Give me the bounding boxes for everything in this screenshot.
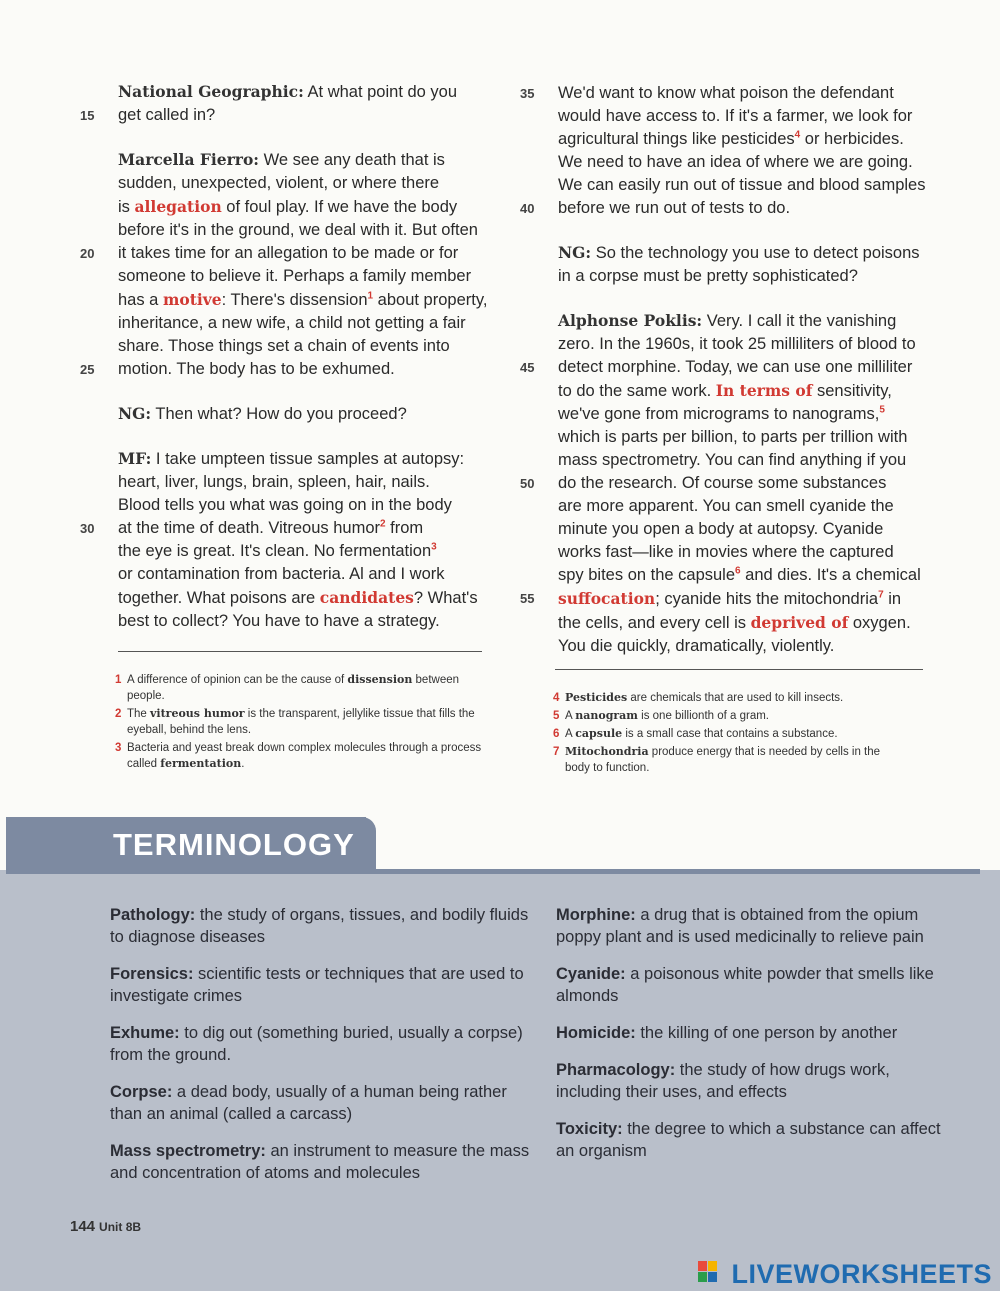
footnote-text: The [127,708,151,720]
terminology-entry [556,963,956,1007]
footnote [115,672,495,704]
line-text: zero. In the 1960s, it took 25 milliliters of blood to [558,335,916,353]
text-line [118,563,510,586]
text-line [558,379,950,403]
line-text: inheritance, a new wife, a child not getting a fair [118,314,466,332]
vocabulary-term: allegation [134,197,222,216]
paragraph [118,402,510,426]
terminology-title: TERMINOLOGY [113,827,355,862]
footnote [553,690,883,706]
line-text: : There's dissension [221,291,368,309]
paragraph [80,80,510,127]
vocabulary-term: motive [162,290,222,309]
speaker-name: NG: [118,404,152,423]
line-number: 30 [80,521,95,536]
unit-label: Unit 8B [99,1220,142,1234]
line-text: would have access to. If it's a farmer, we look for [558,107,913,125]
footnote-term: fermentation [160,757,242,770]
text-line [558,128,950,151]
footnote-number: 1 [115,674,122,686]
footnote-marker: 4 [794,129,801,141]
text-line [118,288,510,312]
text-line [558,151,950,174]
terminology-left-list [110,904,530,1199]
footnote-marker: 5 [879,404,885,416]
line-text: the eye is great. It's clean. No fermentation [118,542,432,560]
text-line [118,586,510,610]
terminology-term: Homicide: [556,1024,636,1042]
terminology-term: Forensics: [110,965,194,983]
speaker-name: Alphonse Poklis: [558,311,703,330]
terminology-definition: a drug that is obtained from the opium poppy plant and is used medicinally to relieve pain [556,906,924,946]
text-line [118,610,510,633]
paragraph [520,309,950,658]
line-text: the cells, and every cell is [558,614,751,632]
text-line [558,635,950,658]
line-text: minute you open a body at autopsy. Cyanide [558,520,884,538]
terminology-entry [110,1081,530,1125]
footnote-text: is the transparent, jellylike tissue that fills the eyeball, behind the lens. [127,708,475,736]
line-text: or contamination from bacteria. Al and I work [118,565,445,583]
vocabulary-term: deprived of [750,613,849,632]
line-text: ; cyanide hits the mitochondria [655,590,879,608]
line-text: At what point do you [303,83,458,101]
text-line [520,197,950,220]
line-number: 15 [80,108,95,123]
line-text: together. What poisons are [118,589,320,607]
footnote-text: A [565,728,576,740]
footnote-term: Pesticides [565,691,628,704]
line-text: I take umpteen tissue samples at autopsy: [151,450,465,468]
line-number: 45 [520,360,535,375]
line-text: has a [118,291,163,309]
paragraph [558,241,950,288]
footnote-term: capsule [575,727,623,740]
line-text: sudden, unexpected, violent, or where there [118,174,440,192]
line-text: in [883,590,902,608]
terminology-definition: a dead body, usually of a human being rather than an animal (called a carcass) [110,1083,507,1123]
text-line [558,105,950,128]
line-text: someone to believe it. Perhaps a family member [118,267,472,285]
terminology-entry [110,963,530,1007]
terminology-definition: to dig out (something buried, usually a corpse) from the ground. [110,1024,523,1064]
footnote-marker: 7 [878,589,884,601]
line-text: it takes time for an allegation to be made or for [118,244,459,262]
footnote-text: A [565,710,576,722]
line-text: spy bites on the capsule [558,566,736,584]
speaker-name: NG: [558,243,592,262]
text-line [558,309,950,333]
footnote-number: 5 [553,710,560,722]
text-line [558,265,950,288]
footnotes-left [115,672,495,774]
line-text: Then what? How do you proceed? [151,405,407,423]
line-text: is [118,198,135,216]
line-text: share. Those things set a chain of events into [118,337,450,355]
text-line [118,447,510,471]
terminology-definition: the study of organs, tissues, and bodily fluids to diagnose diseases [110,906,529,946]
terminology-right-list [556,904,956,1177]
footnote-marker: 6 [735,565,741,577]
page-number: 144 [70,1218,96,1235]
line-text: agricultural things like pesticides [558,130,795,148]
text-line [118,80,510,104]
line-text: mass spectrometry. You can find anything if you [558,451,907,469]
terminology-term: Mass spectrometry: [110,1142,266,1160]
footnotes-right [553,690,883,778]
text-line [558,611,950,635]
footnote-text: are chemicals that are used to kill insects. [627,692,844,704]
vocabulary-term: suffocation [558,589,656,608]
paragraph [80,447,510,633]
footnote [115,706,495,738]
text-line [558,174,950,197]
line-text: sensitivity, [812,382,892,400]
text-line [558,449,950,472]
terminology-entry [556,1059,956,1103]
line-text: oxygen. [848,614,911,632]
line-text: of foul play. If we have the body [221,198,458,216]
footnote-number: 4 [553,692,560,704]
text-line [118,471,510,494]
terminology-term: Toxicity: [556,1120,623,1138]
terminology-definition: scientific tests or techniques that are used to investigate crimes [110,965,524,1005]
text-line [520,472,950,495]
speaker-name: MF: [118,449,152,468]
line-text: works fast—like in movies where the captured [558,543,894,561]
text-line [118,195,510,219]
terminology-header-tab-cap [362,817,376,869]
line-text: we've gone from micrograms to nanograms, [558,405,880,423]
text-line [80,358,510,381]
text-line [118,148,510,172]
text-line [558,541,950,564]
line-text: and dies. It's a chemical [740,566,921,584]
text-line [520,587,950,611]
footnote-text: A difference of opinion can be the cause of [127,674,348,686]
vocabulary-term: candidates [319,588,414,607]
line-text: from [385,519,424,537]
line-text: heart, liver, lungs, brain, spleen, hair, nails. [118,473,430,491]
text-line [118,540,510,563]
line-text: which is parts per billion, to parts per trillion with [558,428,908,446]
terminology-term: Cyanide: [556,965,626,983]
page-footer [70,1218,141,1235]
terminology-definition: the killing of one person by another [635,1024,898,1042]
footnote-number: 7 [553,746,560,758]
footnote [553,708,883,724]
line-text: You die quickly, dramatically, violently. [558,637,835,655]
footnote-marker: 3 [431,541,437,553]
line-number: 20 [80,246,95,261]
vocabulary-term: In terms of [715,381,813,400]
terminology-entry [110,1022,530,1066]
line-text: Very. I call it the vanishing [702,312,897,330]
footnote-text: is a small case that contains a substance. [622,728,838,740]
text-line [118,402,510,426]
text-line [520,82,950,105]
terminology-term: Pathology: [110,906,196,924]
speaker-name: National Geographic: [118,82,304,101]
line-text: about property, [373,291,488,309]
text-line [558,333,950,356]
footnote-text: between people. [127,674,460,702]
text-line [520,356,950,379]
liveworksheets-logo-icon [698,1261,718,1283]
line-text: motion. The body has to be exhumed. [118,360,395,378]
line-text: We can easily run out of tissue and blood samples [558,176,926,194]
terminology-definition: an instrument to measure the mass and concentration of atoms and molecules [110,1142,530,1182]
speaker-name: Marcella Fierro: [118,150,260,169]
line-text: in a corpse must be pretty sophisticated? [558,267,858,285]
line-text: We need to have an idea of where we are going. [558,153,913,171]
line-text: Blood tells you what was going on in the body [118,496,452,514]
terminology-definition: a poisonous white powder that smells like almonds [556,965,934,1005]
line-text: detect morphine. Today, we can use one milliliter [558,358,913,376]
line-text: get called in? [118,106,216,124]
line-text: to do the same work. [558,382,716,400]
line-text: best to collect? You have to have a strategy. [118,612,440,630]
footnote [115,740,495,772]
footnote-number: 6 [553,728,560,740]
text-line [80,242,510,265]
line-text: or herbicides. [800,130,904,148]
line-number: 25 [80,362,95,377]
line-text: We see any death that is [259,151,445,169]
terminology-definition: the degree to which a substance can affect an organism [556,1120,941,1160]
interview-right-column [520,82,950,679]
terminology-header-line [6,869,980,874]
text-line [118,312,510,335]
terminology-term: Pharmacology: [556,1061,676,1079]
terminology-definition: the study of how drugs work, including their uses, and effects [556,1061,890,1101]
line-number: 35 [520,86,535,101]
line-text: are more apparent. You can smell cyanide the [558,497,894,515]
terminology-entry [110,904,530,948]
line-text: at the time of death. Vitreous humor [118,519,381,537]
paragraph [520,82,950,220]
footnote-marker: 2 [380,518,386,530]
footnote-marker: 1 [367,290,374,302]
text-line [118,219,510,242]
terminology-entry [556,1118,956,1162]
footnote-term: dissension [347,673,413,686]
text-line [558,241,950,265]
line-text: before it's in the ground, we deal with it. But often [118,221,478,239]
footnote [553,726,883,742]
text-line [558,495,950,518]
line-text: We'd want to know what poison the defendant [558,84,894,102]
text-line [558,564,950,587]
footnote [553,744,883,776]
liveworksheets-brand: LIVEWORKSHEETS [731,1259,992,1289]
terminology-term: Morphine: [556,906,636,924]
paragraph [80,148,510,381]
footnote-number: 2 [115,708,122,720]
text-line [118,172,510,195]
line-text: do the research. Of course some substances [558,474,887,492]
line-text: So the technology you use to detect poisons [591,244,920,262]
line-text: ? What's [413,589,478,607]
text-line [118,265,510,288]
footnote-text: produce energy that is needed by cells in the body to function. [565,746,881,774]
footnote-divider-right [555,669,923,670]
text-line [118,335,510,358]
text-line [558,403,950,426]
interview-left-column [80,80,510,654]
text-line [558,518,950,541]
footnote-text: . [241,758,245,770]
text-line [80,104,510,127]
footnote-term: nanogram [575,709,638,722]
line-number: 50 [520,476,535,491]
footnote-number: 3 [115,742,122,754]
terminology-entry [110,1140,530,1184]
footnote-text: is one billionth of a gram. [637,710,769,722]
text-line [558,426,950,449]
terminology-term: Corpse: [110,1083,173,1101]
terminology-term: Exhume: [110,1024,180,1042]
footnote-divider-left [118,651,482,652]
text-line [118,494,510,517]
footnote-text: Bacteria and yeast break down complex molecules through a process called [127,742,482,770]
footnote-term: vitreous humor [150,707,245,720]
text-line [80,517,510,540]
terminology-entry [556,904,956,948]
line-text: before we run out of tests to do. [558,199,791,217]
footnote-term: Mitochondria [565,745,649,758]
terminology-entry [556,1022,956,1044]
line-number: 55 [520,591,535,606]
line-number: 40 [520,201,535,216]
